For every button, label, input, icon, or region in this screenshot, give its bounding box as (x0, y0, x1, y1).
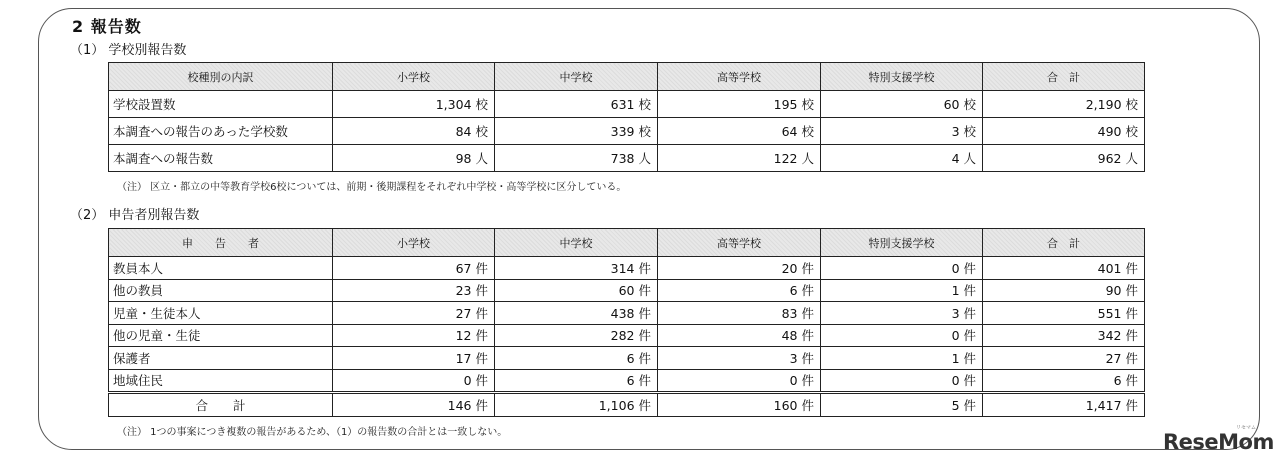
table-cell: 490 校 (983, 118, 1145, 145)
table-header-row (109, 63, 1145, 91)
table-cell: 0 件 (821, 324, 983, 347)
table-cell: 146 件 (333, 393, 495, 417)
table-cell: 23 件 (333, 279, 495, 302)
table-cell: 64 校 (658, 118, 821, 145)
table-cell: 6 件 (658, 279, 821, 302)
header-elementary: 小学校 (333, 63, 495, 91)
table-cell: 6 件 (495, 347, 658, 370)
table-cell: 1,106 件 (495, 393, 658, 417)
table-cell: 2,190 校 (983, 91, 1145, 118)
table-row (109, 91, 1145, 118)
section2-note: （注） 1つの事案につき複数の報告があるため、（1）の報告数の合計とは一致しない。 (117, 427, 508, 438)
row-label: 教員本人 (109, 257, 333, 280)
section2-title: （2） 申告者別報告数 (70, 208, 200, 223)
table-cell: 342 件 (983, 324, 1145, 347)
table-cell: 339 校 (495, 118, 658, 145)
row-label: 保護者 (109, 347, 333, 370)
school-report-table (108, 62, 1145, 172)
table-row (109, 369, 1145, 393)
table-cell: 122 人 (658, 145, 821, 172)
table-cell: 98 人 (333, 145, 495, 172)
table-cell: 3 件 (658, 347, 821, 370)
header-high-school: 高等学校 (658, 229, 821, 257)
table-cell: 6 件 (983, 369, 1145, 393)
table-cell: 738 人 (495, 145, 658, 172)
table-row (109, 257, 1145, 280)
table-cell: 314 件 (495, 257, 658, 280)
table-cell: 5 件 (821, 393, 983, 417)
table-row (109, 145, 1145, 172)
table-cell: 0 件 (821, 369, 983, 393)
header-high-school: 高等学校 (658, 63, 821, 91)
row-label: 学校設置数 (109, 91, 333, 118)
table-cell: 1 件 (821, 347, 983, 370)
table-cell: 160 件 (658, 393, 821, 417)
header-special-support: 特別支援学校 (821, 63, 983, 91)
reporter-report-table (108, 228, 1145, 417)
header-junior-high: 中学校 (495, 63, 658, 91)
table-cell: 12 件 (333, 324, 495, 347)
table-cell: 631 校 (495, 91, 658, 118)
table-cell: 83 件 (658, 302, 821, 325)
row-label: 本調査への報告のあった学校数 (109, 118, 333, 145)
table-cell: 551 件 (983, 302, 1145, 325)
header-elementary: 小学校 (333, 229, 495, 257)
table-row (109, 324, 1145, 347)
table-cell: 4 人 (821, 145, 983, 172)
header-total: 合 計 (983, 229, 1145, 257)
header-category: 校種別の内訳 (109, 63, 333, 91)
row-label: 他の教員 (109, 279, 333, 302)
table-cell: 20 件 (658, 257, 821, 280)
row-label: 他の児童・生徒 (109, 324, 333, 347)
section1-title: （1） 学校別報告数 (70, 43, 187, 58)
section1-note: （注） 区立・都立の中等教育学校6校については、前期・後期課程をそれぞれ中学校・高等学校に区分している。 (117, 182, 627, 193)
table-cell: 438 件 (495, 302, 658, 325)
table-cell: 27 件 (983, 347, 1145, 370)
table-cell: 60 件 (495, 279, 658, 302)
header-junior-high: 中学校 (495, 229, 658, 257)
table-cell: 195 校 (658, 91, 821, 118)
table-cell: 0 件 (658, 369, 821, 393)
table-cell: 1 件 (821, 279, 983, 302)
table-cell: 962 人 (983, 145, 1145, 172)
table-cell: 3 校 (821, 118, 983, 145)
resemom-logo: ReseMom (1163, 430, 1274, 454)
table-cell: 6 件 (495, 369, 658, 393)
table-row (109, 279, 1145, 302)
table-cell: 60 校 (821, 91, 983, 118)
table-row (109, 347, 1145, 370)
table-cell: 3 件 (821, 302, 983, 325)
table-cell: 17 件 (333, 347, 495, 370)
table-total-row (109, 393, 1145, 417)
table-cell: 84 校 (333, 118, 495, 145)
header-special-support: 特別支援学校 (821, 229, 983, 257)
table-cell: 1,417 件 (983, 393, 1145, 417)
table-row (109, 302, 1145, 325)
row-label: 児童・生徒本人 (109, 302, 333, 325)
table-header-row (109, 229, 1145, 257)
table-row (109, 118, 1145, 145)
table-cell: 48 件 (658, 324, 821, 347)
table-cell: 401 件 (983, 257, 1145, 280)
header-total: 合 計 (983, 63, 1145, 91)
header-reporter: 申 告 者 (109, 229, 333, 257)
table-cell: 67 件 (333, 257, 495, 280)
resemom-logo-sub: リセマム (1236, 425, 1256, 431)
table-cell: 0 件 (821, 257, 983, 280)
table-cell: 1,304 校 (333, 91, 495, 118)
section-heading: 2 報告数 (72, 17, 142, 36)
table-cell: 0 件 (333, 369, 495, 393)
table-cell: 90 件 (983, 279, 1145, 302)
table-cell: 282 件 (495, 324, 658, 347)
table-cell: 27 件 (333, 302, 495, 325)
row-label: 地域住民 (109, 369, 333, 393)
row-label: 本調査への報告数 (109, 145, 333, 172)
total-label: 合 計 (109, 393, 333, 417)
